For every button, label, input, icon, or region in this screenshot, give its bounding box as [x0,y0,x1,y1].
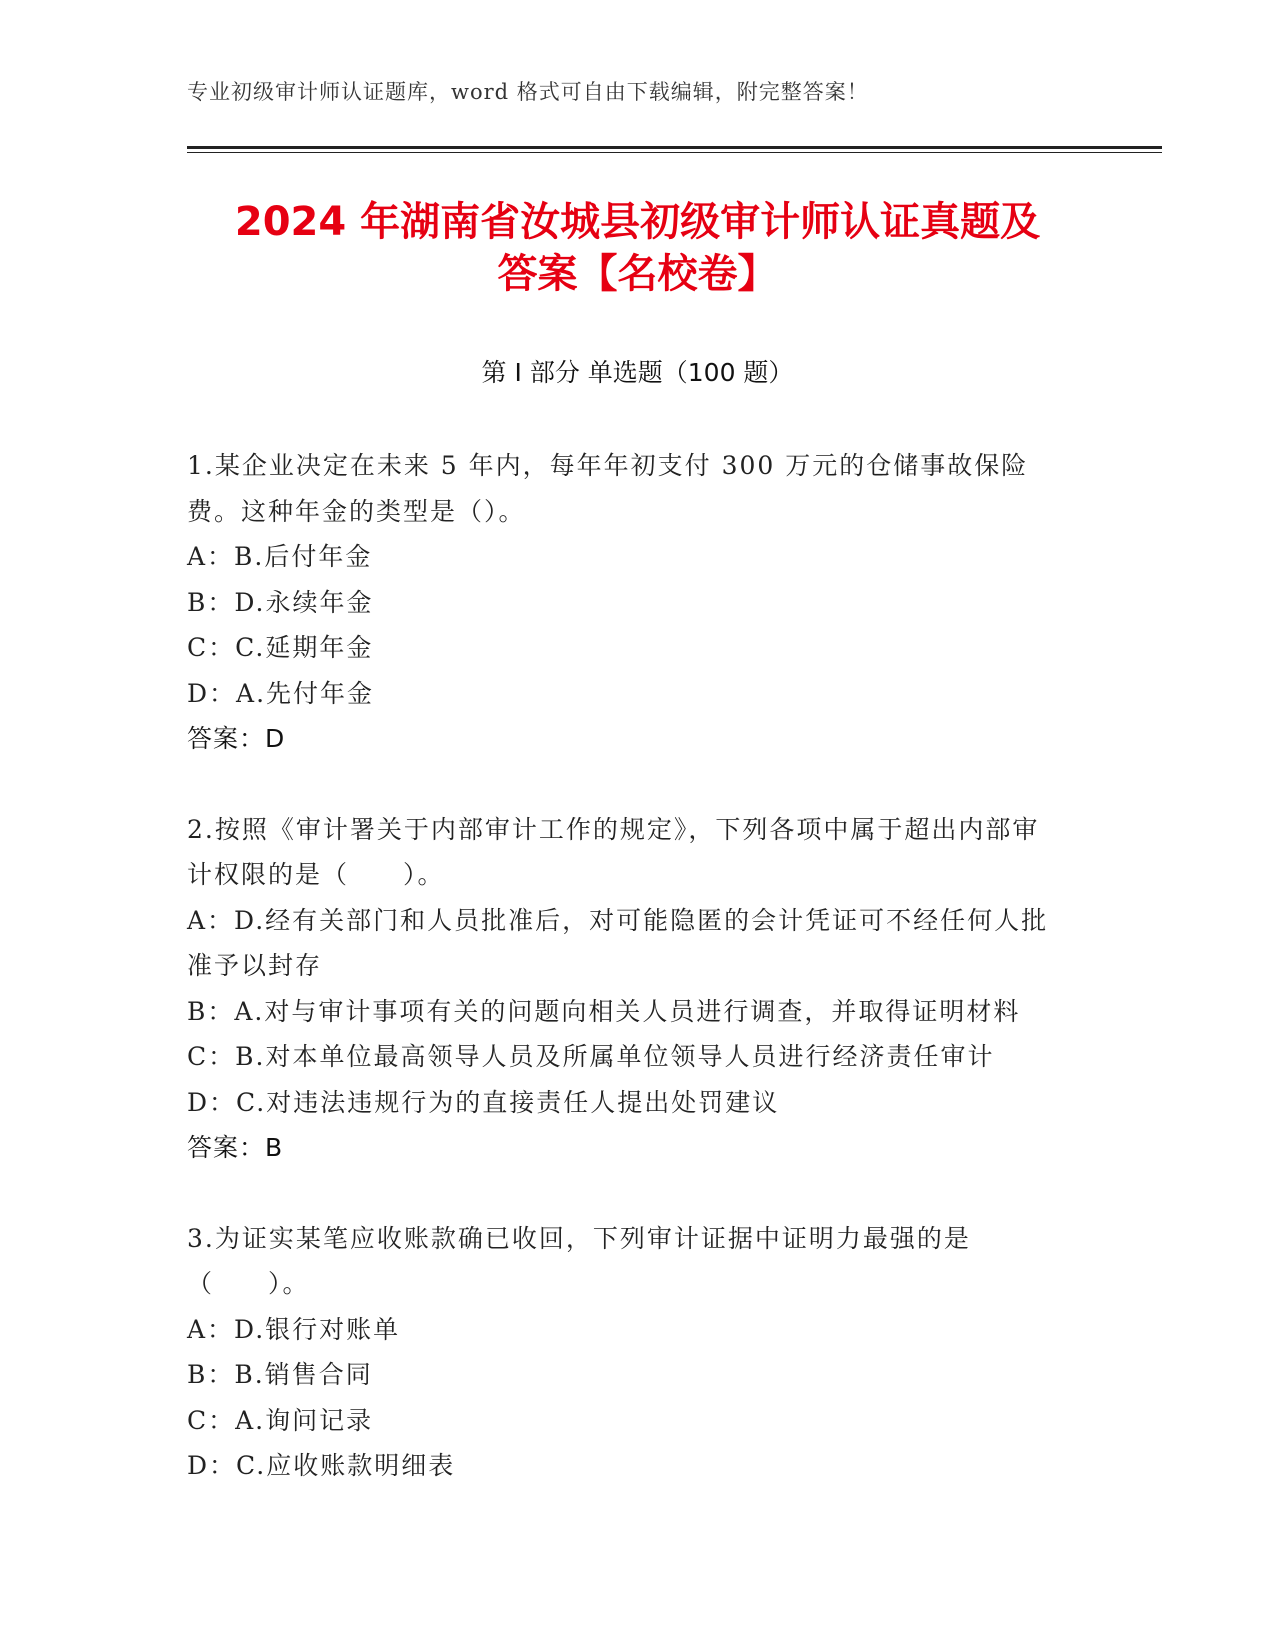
question-3 [187,1216,1087,1489]
option-a: A：D.银行对账单 [187,1314,401,1344]
answer: 答案：D [187,724,286,753]
option-d: D：C.应收账款明细表 [187,1451,456,1480]
question-stem: 2.按照《审计署关于内部审计工作的规定》，下列各项中属于超出内部审计权限的是（ ）。 [187,814,1040,889]
title-line-2: 答案【名校卷】 [497,251,778,297]
option-c: C：C.延期年金 [187,633,374,662]
title-line-1: 2024 年湖南省汝城县初级审计师认证真题及 [234,199,1041,245]
document-title [150,196,1125,300]
option-a: A：D.经有关部门和人员批准后，对可能隐匿的会计凭证可不经任何人批准予以封存 [187,905,1049,980]
option-b: B：B.销售合同 [187,1360,373,1389]
question-2 [187,807,1087,1171]
section-heading: 第 I 部分 单选题（100 题） [481,358,794,387]
option-b: B：A.对与审计事项有关的问题向相关人员进行调查，并取得证明材料 [187,996,1021,1026]
option-c: C：B.对本单位最高领导人员及所属单位领导人员进行经济责任审计 [187,1042,995,1071]
answer: 答案：B [187,1133,284,1162]
option-d: D：A.先付年金 [187,678,375,708]
question-1 [187,443,1087,762]
question-stem: 1.某企业决定在未来 5 年内，每年年初支付 300 万元的仓储事故保险费。这种年金的类型是（）。 [187,451,1029,526]
option-a: A：B.后付年金 [187,542,373,571]
question-stem: 3.为证实某笔应收账款确已收回，下列审计证据中证明力最强的是（ ）。 [187,1223,971,1298]
option-c: C：A.询问记录 [187,1405,374,1435]
header-rule-thick [187,146,1162,149]
option-d: D：C.对违法违规行为的直接责任人提出处罚建议 [187,1087,780,1117]
header-rule-thin [187,152,1162,153]
option-b: B：D.永续年金 [187,587,374,617]
question-list [187,443,1087,1534]
header-note: 专业初级审计师认证题库，word 格式可自由下载编辑，附完整答案！ [187,80,869,104]
